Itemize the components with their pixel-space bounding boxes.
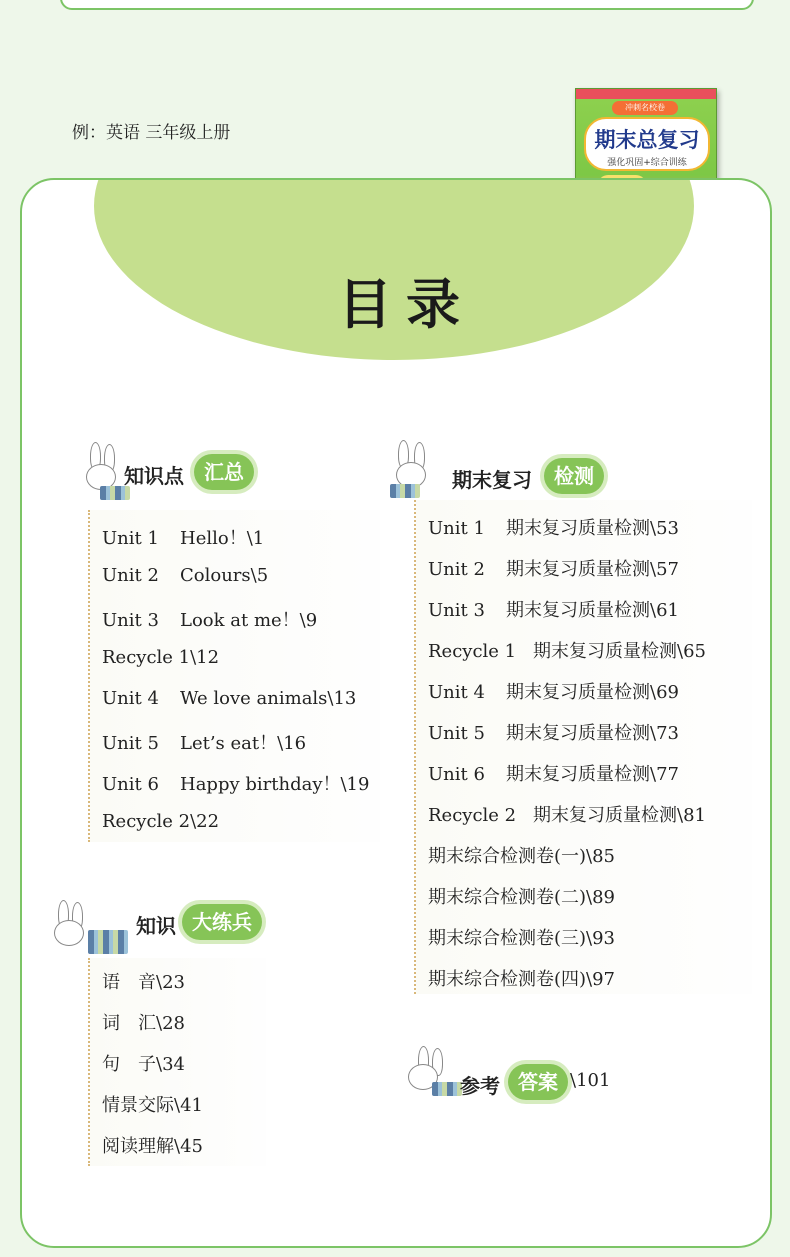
- toc-entry: [102, 1091, 203, 1117]
- toc-entry-unit: Unit 3: [102, 610, 159, 631]
- toc-list-review: [414, 500, 752, 994]
- toc-card: [20, 178, 772, 1248]
- page-title: 目录: [338, 273, 474, 336]
- toc-entry: [428, 637, 706, 663]
- toc-list-practice: [88, 958, 266, 1166]
- toc-entry-title: Let’s eat！\16: [180, 733, 307, 754]
- toc-entry-title: 期末复习质量检测\77: [506, 764, 679, 785]
- toc-entry-title: 期末综合检测卷(四)\97: [428, 969, 616, 990]
- toc-entry: [428, 678, 679, 704]
- toc-entry: [102, 968, 185, 994]
- section-pill-practice: 大练兵: [182, 904, 262, 940]
- toc-entry-title: 期末复习质量检测\73: [506, 723, 679, 744]
- toc-entry: [428, 596, 679, 622]
- toc-entry-unit: Unit 6: [102, 774, 159, 795]
- cover-badge: 冲刺名校卷: [612, 101, 678, 115]
- toc-entry-title: Recycle 2\22: [102, 811, 220, 832]
- toc-entry-title: Recycle 1\12: [102, 647, 220, 668]
- toc-entry: [102, 1050, 185, 1076]
- toc-entry-title: 期末复习质量检测\53: [506, 518, 679, 539]
- toc-entry: [102, 606, 317, 632]
- toc-entry-unit: Unit 2: [428, 559, 485, 580]
- toc-entry-unit: Recycle 2: [428, 805, 517, 826]
- toc-entry-title: Hello！\1: [180, 528, 265, 549]
- cover-title: 期末总复习: [594, 128, 700, 152]
- toc-entry: [102, 811, 219, 832]
- cover-top-strip: [576, 89, 716, 99]
- toc-entry-title: 期末综合检测卷(二)\89: [428, 887, 616, 908]
- section-pill-review: 检测: [544, 458, 604, 494]
- toc-entry-title: 词 汇\28: [102, 1013, 185, 1034]
- toc-entry-title: Happy birthday！\19: [180, 774, 370, 795]
- toc-entry-title: We love animals\13: [180, 688, 357, 709]
- toc-entry-unit: Recycle 1: [428, 641, 517, 662]
- toc-entry-unit: Unit 5: [102, 733, 159, 754]
- toc-entry: [102, 1132, 203, 1158]
- toc-entry: [102, 565, 268, 586]
- toc-entry-title: 情景交际\41: [102, 1095, 203, 1116]
- section-title-answers: 参考: [460, 1074, 500, 1098]
- toc-entry: [102, 770, 369, 796]
- toc-entry-title: 期末复习质量检测\69: [506, 682, 679, 703]
- toc-entry: [428, 760, 679, 786]
- toc-entry-title: Colours\5: [180, 565, 269, 586]
- toc-entry-title: 期末复习质量检测\65: [533, 641, 706, 662]
- toc-entry: [102, 688, 356, 709]
- section-title-review: 期末复习: [452, 468, 532, 492]
- section-title-knowledge: 知识点: [124, 464, 184, 488]
- toc-entry: [102, 1009, 185, 1035]
- toc-entry: [428, 965, 615, 991]
- section-pill-answers: 答案: [508, 1064, 568, 1100]
- toc-entry: [428, 555, 679, 581]
- toc-entry-title: 句 子\34: [102, 1054, 185, 1075]
- toc-entry-unit: Unit 1: [428, 518, 485, 539]
- toc-entry-title: 期末复习质量检测\81: [533, 805, 706, 826]
- answers-page-number: \101: [570, 1070, 611, 1091]
- toc-entry-title: 期末综合检测卷(一)\85: [428, 846, 616, 867]
- toc-entry-unit: Unit 4: [102, 688, 159, 709]
- top-card-edge: [60, 0, 754, 10]
- toc-entry-title: 期末复习质量检测\61: [506, 600, 679, 621]
- section-title-practice: 知识: [136, 914, 176, 938]
- toc-entry-title: 语 音\23: [102, 972, 185, 993]
- cover-title-box: [584, 117, 710, 171]
- toc-entry: [428, 514, 679, 540]
- toc-entry: [428, 924, 615, 950]
- toc-entry-unit: Unit 1: [102, 528, 159, 549]
- toc-entry-unit: Unit 5: [428, 723, 485, 744]
- toc-entry-title: 期末复习质量检测\57: [506, 559, 679, 580]
- toc-entry: [102, 647, 219, 668]
- toc-entry-title: 阅读理解\45: [102, 1136, 203, 1157]
- toc-entry: [102, 729, 306, 755]
- toc-entry-unit: Unit 6: [428, 764, 485, 785]
- toc-entry-unit: Unit 3: [428, 600, 485, 621]
- example-label: 例：英语 三年级上册: [72, 123, 231, 143]
- toc-entry: [428, 719, 679, 745]
- toc-entry: [102, 524, 264, 550]
- toc-entry-title: Look at me！\9: [180, 610, 318, 631]
- toc-entry-unit: Unit 4: [428, 682, 485, 703]
- toc-entry: [428, 801, 706, 827]
- cover-subtitle: 强化巩固+综合训练: [607, 158, 687, 168]
- toc-entry: [428, 883, 615, 909]
- section-pill-knowledge: 汇总: [194, 454, 254, 490]
- toc-entry-title: 期末综合检测卷(三)\93: [428, 928, 616, 949]
- toc-list-knowledge: [88, 510, 380, 842]
- toc-entry-unit: Unit 2: [102, 565, 159, 586]
- toc-entry: [428, 842, 615, 868]
